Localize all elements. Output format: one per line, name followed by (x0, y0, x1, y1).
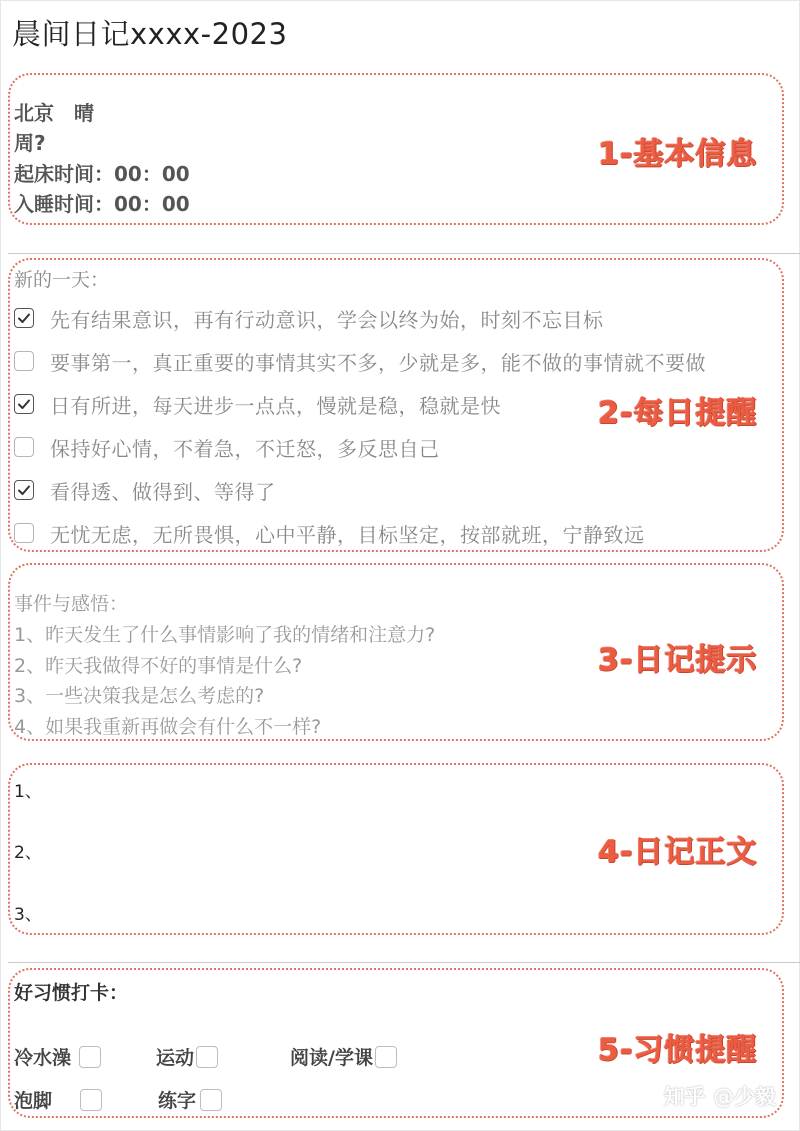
reminder-item[interactable] (14, 433, 440, 461)
diary-prompt-section (8, 563, 784, 741)
diary-entry-line[interactable]: 1、 (14, 782, 42, 802)
basic-info-section (8, 73, 784, 225)
location-weather: 北京 晴 (14, 101, 94, 125)
habit-label: 运动 (156, 1047, 195, 1069)
habit-checkbox[interactable] (375, 1046, 397, 1068)
habit-heading: 好习惯打卡： (14, 982, 129, 1004)
prompt-question: 1、昨天发生了什么事情影响了我的情绪和注意力? (14, 624, 436, 646)
habit-checkbox[interactable] (200, 1089, 222, 1111)
prompt-heading: 事件与感悟： (14, 593, 129, 615)
watermark: 知乎 @少毅 (663, 1085, 776, 1109)
reminder-label: 日有所进，每天进步一点点，慢就是稳，稳就是快 (50, 393, 501, 418)
prompt-question: 3、一些决策我是怎么考虑的? (14, 685, 265, 707)
habit-checkbox[interactable] (79, 1046, 101, 1068)
reminder-label: 看得透、做得到、等得了 (50, 479, 276, 504)
checkbox-unchecked[interactable] (14, 351, 34, 371)
divider (8, 253, 800, 254)
reminder-item[interactable] (14, 390, 501, 418)
habit-checkbox[interactable] (196, 1046, 218, 1068)
section-tag-diary-body: 4-日记正文 (598, 835, 758, 870)
diary-body-section[interactable] (8, 763, 784, 935)
habit-item[interactable] (14, 1086, 102, 1113)
checkbox-checked[interactable] (14, 480, 34, 500)
habit-label: 冷水澡 (14, 1047, 72, 1069)
habit-label: 练字 (158, 1090, 197, 1112)
section-tag-daily-reminder: 2-每日提醒 (598, 396, 758, 431)
sleep-time: 入睡时间：00：00 (14, 192, 190, 216)
checkbox-checked[interactable] (14, 394, 34, 414)
checkmark-icon (16, 482, 32, 498)
checkbox-checked[interactable] (14, 308, 34, 328)
reminder-label: 保持好心情，不着急，不迁怒，多反思自己 (50, 436, 440, 461)
daily-reminder-section (8, 258, 784, 552)
section-tag-diary-prompt: 3-日记提示 (598, 643, 758, 678)
reminder-item[interactable] (14, 476, 276, 504)
divider (8, 962, 800, 963)
weekday: 周? (14, 131, 46, 155)
reminder-item[interactable] (14, 519, 645, 547)
habit-item[interactable] (156, 1043, 218, 1070)
reminder-item[interactable] (14, 347, 706, 375)
page-title: 晨间日记xxxx-2023 (12, 17, 288, 51)
reminder-label: 无忧无虑，无所畏惧，心中平静，目标坚定，按部就班，宁静致远 (50, 522, 645, 547)
habit-label: 阅读/学课 (290, 1047, 373, 1069)
diary-entry-line[interactable]: 3、 (14, 905, 42, 925)
diary-entry-line[interactable]: 2、 (14, 843, 42, 863)
reminder-label: 要事第一，真正重要的事情其实不多，少就是多，能不做的事情就不要做 (50, 350, 706, 375)
reminder-item[interactable] (14, 304, 604, 332)
wake-time: 起床时间：00：00 (14, 162, 190, 186)
reminder-label: 先有结果意识，再有行动意识，学会以终为始，时刻不忘目标 (50, 307, 604, 332)
habit-item[interactable] (158, 1086, 222, 1113)
checkbox-unchecked[interactable] (14, 437, 34, 457)
checkbox-unchecked[interactable] (14, 523, 34, 543)
checkmark-icon (16, 310, 32, 326)
habit-item[interactable] (290, 1043, 397, 1070)
checkmark-icon (16, 396, 32, 412)
habit-item[interactable] (14, 1043, 101, 1070)
habit-label: 泡脚 (14, 1090, 53, 1112)
prompt-question: 2、昨天我做得不好的事情是什么? (14, 655, 303, 677)
daily-reminder-heading: 新的一天： (14, 269, 110, 291)
prompt-question: 4、如果我重新再做会有什么不一样? (14, 716, 322, 738)
section-tag-habit-reminder: 5-习惯提醒 (598, 1033, 758, 1068)
section-tag-basic-info: 1-基本信息 (598, 137, 758, 172)
habit-checkbox[interactable] (80, 1089, 102, 1111)
